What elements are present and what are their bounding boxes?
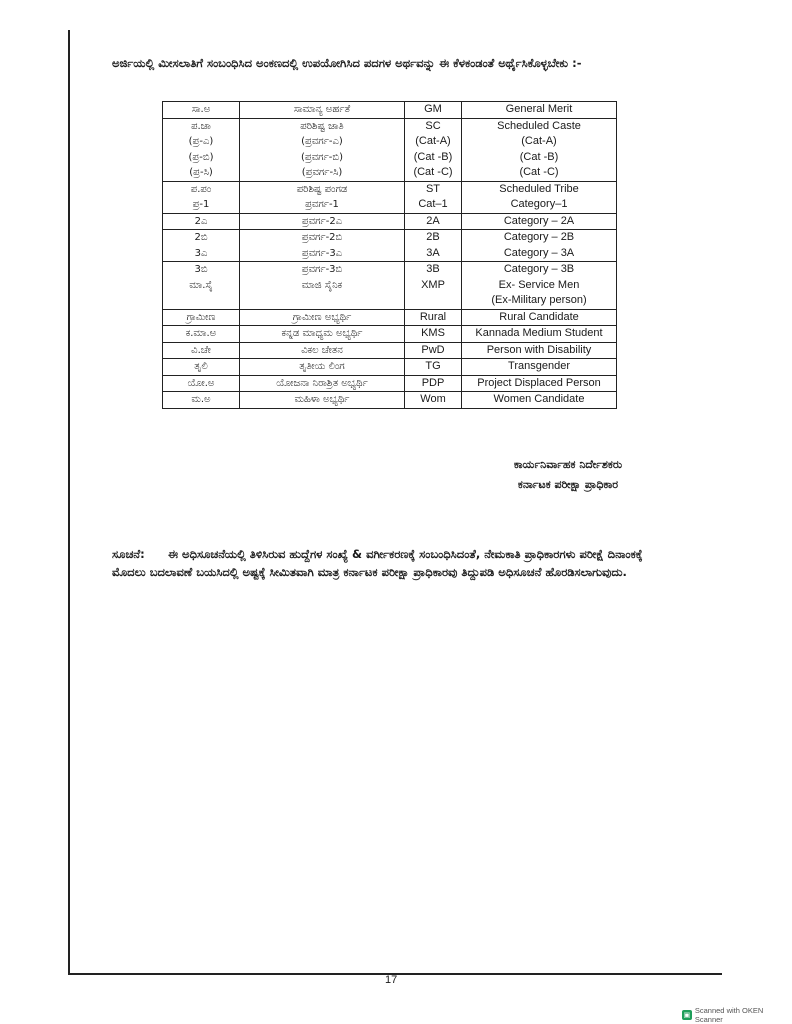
term-english-cell: (Cat -B) bbox=[462, 150, 617, 166]
signature-designation: ಕಾರ್ಯನಿರ್ವಾಹಕ ನಿರ್ದೇಶಕರು bbox=[513, 458, 623, 471]
term-kannada-cell bbox=[240, 293, 405, 309]
table-row bbox=[163, 181, 617, 197]
abbr-kannada-cell: ತೃಲಿ bbox=[163, 359, 240, 376]
term-kannada-cell: (ಪ್ರವರ್ಗ-ಬಿ) bbox=[240, 150, 405, 166]
code-cell: PwD bbox=[405, 342, 462, 359]
abbr-kannada-cell: ಯೋ.ಅ bbox=[163, 375, 240, 392]
abbr-kannada-cell: 3ಬಿ bbox=[163, 262, 240, 278]
table-row bbox=[163, 102, 617, 119]
code-cell: (Cat -C) bbox=[405, 165, 462, 181]
code-cell: TG bbox=[405, 359, 462, 376]
code-cell: KMS bbox=[405, 326, 462, 343]
table-row bbox=[163, 359, 617, 376]
reservation-codes-table bbox=[162, 101, 617, 409]
code-cell: Wom bbox=[405, 392, 462, 409]
abbr-kannada-cell: (ಪ್ರ-ಎ) bbox=[163, 134, 240, 150]
term-english-cell: Person with Disability bbox=[462, 342, 617, 359]
code-cell: Rural bbox=[405, 309, 462, 326]
term-english-cell: Project Displaced Person bbox=[462, 375, 617, 392]
table-row bbox=[163, 375, 617, 392]
abbr-kannada-cell: (ಪ್ರ-ಬಿ) bbox=[163, 150, 240, 166]
term-kannada-cell: ಮಾಜಿ ಸೈನಿಕ bbox=[240, 278, 405, 294]
abbr-kannada-cell: 2ಎ bbox=[163, 213, 240, 230]
code-cell: (Cat -B) bbox=[405, 150, 462, 166]
reservation-codes-table-body bbox=[163, 102, 617, 409]
term-kannada-cell: (ಪ್ರವರ್ಗ-ಸಿ) bbox=[240, 165, 405, 181]
term-kannada-cell: ಪ್ರವರ್ಗ-1 bbox=[240, 197, 405, 213]
term-english-cell: Kannada Medium Student bbox=[462, 326, 617, 343]
code-cell: ST bbox=[405, 181, 462, 197]
term-kannada-cell: ಕನ್ನಡ ಮಾಧ್ಯಮ ಅಭ್ಯರ್ಥಿ bbox=[240, 326, 405, 343]
table-row bbox=[163, 342, 617, 359]
scanner-watermark bbox=[682, 1006, 792, 1024]
code-cell: Cat–1 bbox=[405, 197, 462, 213]
code-cell: 3B bbox=[405, 262, 462, 278]
table-row bbox=[163, 118, 617, 134]
term-kannada-cell: ಪ್ರವರ್ಗ-2ಬಿ bbox=[240, 230, 405, 246]
code-cell: 2B bbox=[405, 230, 462, 246]
term-english-cell: Category – 3B bbox=[462, 262, 617, 278]
term-kannada-cell: ಯೋಜನಾ ನಿರಾಶ್ರಿತ ಅಭ್ಯರ್ಥಿ bbox=[240, 375, 405, 392]
term-english-cell: Category – 2B bbox=[462, 230, 617, 246]
term-kannada-cell: ಪರಿಶಿಷ್ಟ ಜಾತಿ bbox=[240, 118, 405, 134]
code-cell: (Cat-A) bbox=[405, 134, 462, 150]
code-cell: 3A bbox=[405, 246, 462, 262]
abbr-kannada-cell: ಸಾ.ಅ bbox=[163, 102, 240, 119]
table-row bbox=[163, 246, 617, 262]
abbr-kannada-cell: ಕ.ಮಾ.ಅ bbox=[163, 326, 240, 343]
term-english-cell: Transgender bbox=[462, 359, 617, 376]
abbr-kannada-cell: 3ಎ bbox=[163, 246, 240, 262]
abbr-kannada-cell: ಪ.ಪಂ bbox=[163, 181, 240, 197]
abbr-kannada-cell: (ಪ್ರ-ಸಿ) bbox=[163, 165, 240, 181]
note-label: ಸೂಚನೆ: bbox=[112, 547, 145, 561]
scanner-text: Scanned with OKEN Scanner bbox=[694, 1006, 764, 1024]
term-english-cell: (Cat-A) bbox=[462, 134, 617, 150]
term-kannada-cell: (ಪ್ರವರ್ಗ-ಎ) bbox=[240, 134, 405, 150]
term-kannada-cell: ಪರಿಶಿಷ್ಟ ಪಂಗಡ bbox=[240, 181, 405, 197]
term-kannada-cell: ಪ್ರವರ್ಗ-3ಎ bbox=[240, 246, 405, 262]
table-row bbox=[163, 230, 617, 246]
note-text: ಈ ಅಧಿಸೂಚನೆಯಲ್ಲಿ ತಿಳಿಸಿರುವ ಹುದ್ದೆಗಳ ಸಂಖ್ಯೆ & ವರ್ಗೀಕರಣಕ್ಕೆ ಸಂಬಂಧಿಸಿದಂತೆ, ನೇಮಕಾತಿ ಪ್ರಾಧಿಕಾರಗಳು ಪರೀಕ್ಷೆ ದಿನಾಂಕಕ್ಕೆ ಮೊದಲು ಬದಲಾವಣೆ ಬಯಸಿದಲ್ಲಿ ಅಷ್ಟಕ್ಕೆ ಸೀಮಿತವಾಗಿ ಮಾತ್ರ ಕರ್ನಾಟಕ ಪರೀಕ್ಷಾ ಪ್ರಾಧಿಕಾರವು ತಿದ್ದುಪಡಿ ಅಧಿಸೂಚನೆ ಹೊರಡಿಸಲಾಗುವುದು. bbox=[112, 547, 643, 579]
page-number: 17 bbox=[385, 974, 398, 986]
note-paragraph bbox=[112, 545, 672, 581]
term-english-cell: Category–1 bbox=[462, 197, 617, 213]
code-cell: PDP bbox=[405, 375, 462, 392]
abbr-kannada-cell: ಮ.ಅ bbox=[163, 392, 240, 409]
term-kannada-cell: ಮಹಿಳಾ ಅಭ್ಯರ್ಥಿ bbox=[240, 392, 405, 409]
term-english-cell: Ex- Service Men bbox=[462, 278, 617, 294]
abbr-kannada-cell: ಮಾ.ಸೈ bbox=[163, 278, 240, 294]
code-cell: XMP bbox=[405, 278, 462, 294]
table-row bbox=[163, 165, 617, 181]
code-cell: 2A bbox=[405, 213, 462, 230]
code-cell: SC bbox=[405, 118, 462, 134]
table-row bbox=[163, 213, 617, 230]
table-row bbox=[163, 134, 617, 150]
page-frame-left-border bbox=[68, 30, 70, 974]
code-cell bbox=[405, 293, 462, 309]
code-cell: GM bbox=[405, 102, 462, 119]
term-kannada-cell: ತೃತೀಯ ಲಿಂಗ bbox=[240, 359, 405, 376]
term-kannada-cell: ಪ್ರವರ್ಗ-2ಎ bbox=[240, 213, 405, 230]
term-english-cell: Category – 3A bbox=[462, 246, 617, 262]
table-row bbox=[163, 262, 617, 278]
term-english-cell: Scheduled Caste bbox=[462, 118, 617, 134]
term-english-cell: Rural Candidate bbox=[462, 309, 617, 326]
term-kannada-cell: ವಿಕಲ ಚೇತನ bbox=[240, 342, 405, 359]
term-english-cell: Scheduled Tribe bbox=[462, 181, 617, 197]
term-english-cell: (Ex-Military person) bbox=[462, 293, 617, 309]
signature-block bbox=[478, 455, 658, 495]
term-english-cell: Category – 2A bbox=[462, 213, 617, 230]
table-row bbox=[163, 392, 617, 409]
term-english-cell: Women Candidate bbox=[462, 392, 617, 409]
abbr-kannada-cell: ಪ.ಜಾ bbox=[163, 118, 240, 134]
term-kannada-cell: ಗ್ರಾಮೀಣ ಅಭ್ಯರ್ಥಿ bbox=[240, 309, 405, 326]
abbr-kannada-cell: ಪ್ರ-1 bbox=[163, 197, 240, 213]
table-row bbox=[163, 197, 617, 213]
abbr-kannada-cell: ವಿ.ಚೇ bbox=[163, 342, 240, 359]
term-english-cell: (Cat -C) bbox=[462, 165, 617, 181]
term-english-cell: General Merit bbox=[462, 102, 617, 119]
abbr-kannada-cell: 2ಬಿ bbox=[163, 230, 240, 246]
table-row bbox=[163, 326, 617, 343]
table-row bbox=[163, 293, 617, 309]
signature-authority: ಕರ್ನಾಟಕ ಪರೀಕ್ಷಾ ಪ್ರಾಧಿಕಾರ bbox=[517, 478, 619, 491]
term-kannada-cell: ಪ್ರವರ್ಗ-3ಬಿ bbox=[240, 262, 405, 278]
scanner-logo-icon: ▣ bbox=[683, 1012, 691, 1019]
abbr-kannada-cell bbox=[163, 293, 240, 309]
table-row bbox=[163, 150, 617, 166]
table-row bbox=[163, 309, 617, 326]
intro-paragraph: ಅರ್ಜಿಯಲ್ಲಿ ಮೀಸಲಾತಿಗೆ ಸಂಬಂಧಿಸಿದ ಅಂಕಣದಲ್ಲಿ ಉಪಯೋಗಿಸಿದ ಪದಗಳ ಅರ್ಥವನ್ನು ಈ ಕೆಳಕಂಡಂತೆ ಅರ್ಥೈಸಿಕೊಳ್ಳಬೇಕು :- bbox=[112, 56, 582, 70]
abbr-kannada-cell: ಗ್ರಾಮೀಣ bbox=[163, 309, 240, 326]
table-row bbox=[163, 278, 617, 294]
term-kannada-cell: ಸಾಮಾನ್ಯ ಅರ್ಹತೆ bbox=[240, 102, 405, 119]
